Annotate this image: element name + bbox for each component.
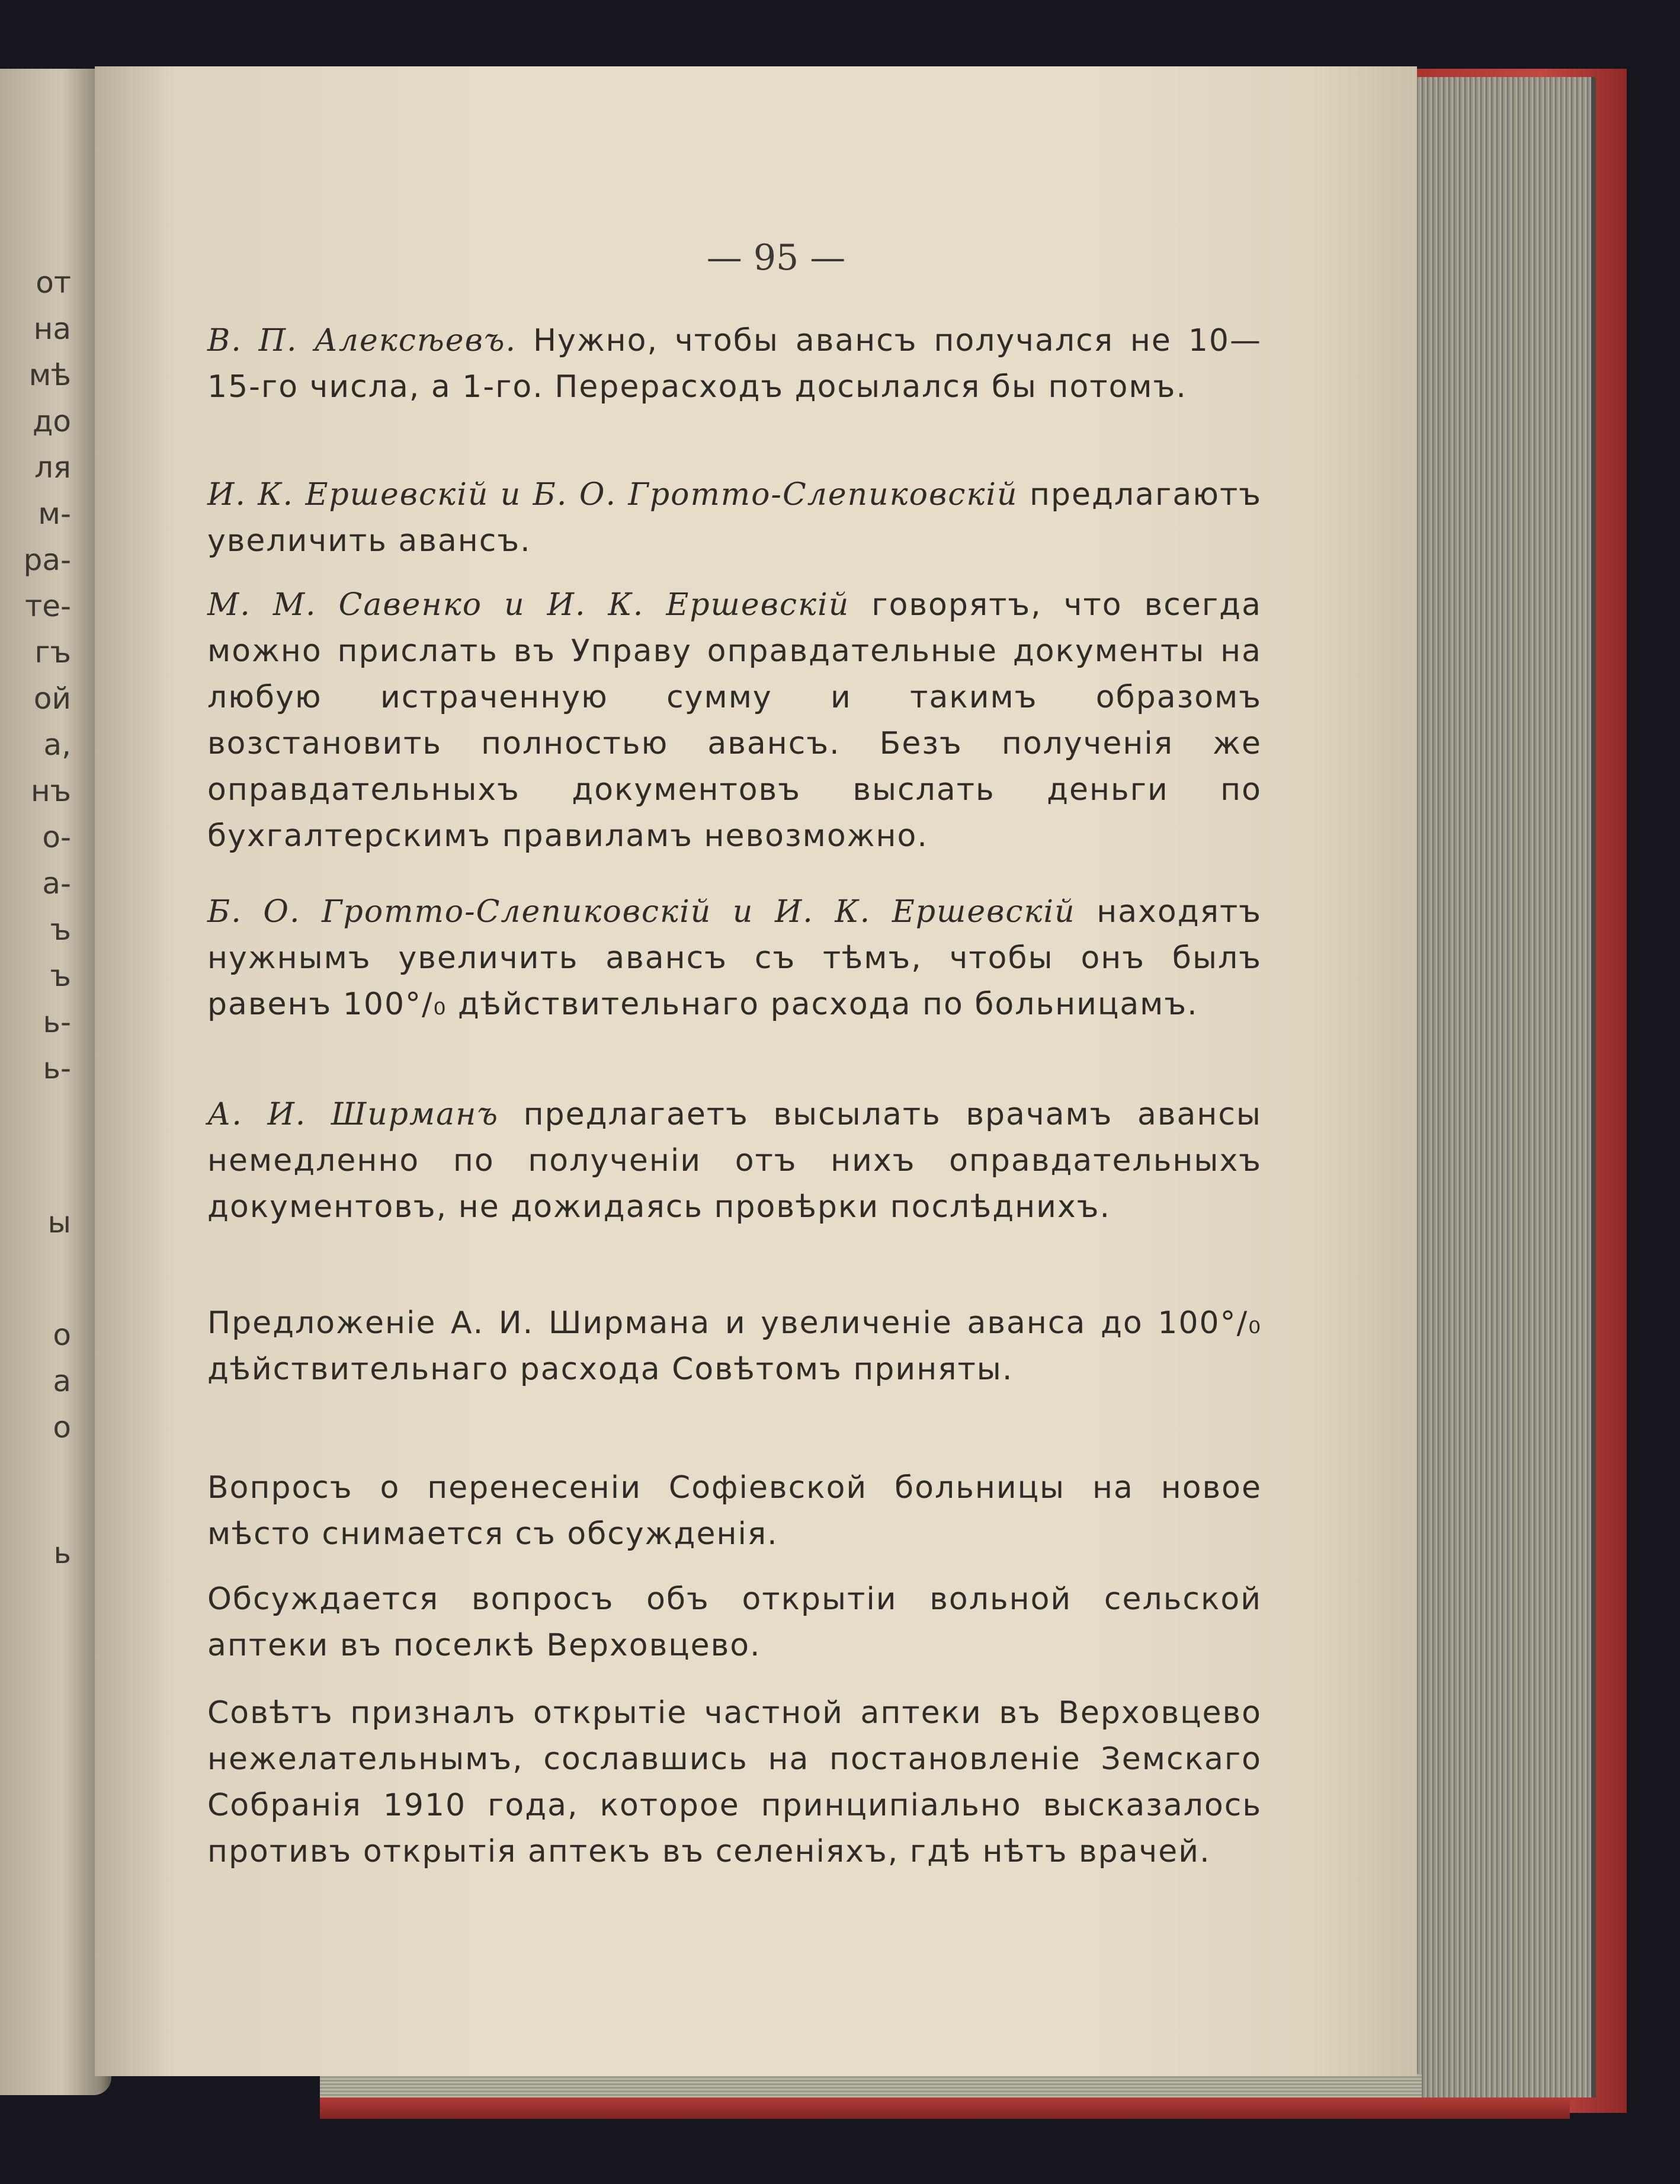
paragraph (207, 1465, 1262, 1557)
left-page-fragment: нъ (30, 774, 71, 808)
paragraph-text: предлагаютъ увеличить авансъ. (207, 477, 1262, 559)
left-page-fragment: ь (53, 1536, 71, 1570)
left-page-fragment: а, (43, 728, 71, 762)
speaker-names: Б. О. Гротто-Слепиковскій и И. К. Ершевскій (207, 894, 1076, 930)
paragraph (207, 1091, 1262, 1230)
paragraph (207, 1576, 1262, 1669)
page-stack-edge (1413, 77, 1596, 2097)
paragraph-text: говорятъ, что всегда можно прислать въ Управу оправдательные документы на любую истраченную сумму и такимъ образомъ возстановить полностью авансъ. Безъ полученія же оправдательныхъ документовъ выслать деньги по бухгалтерскимъ правиламъ невозможно. (207, 587, 1262, 854)
paragraph (207, 1690, 1262, 1875)
left-page-fragment: ра- (23, 543, 71, 577)
left-page-fragment: а (53, 1364, 71, 1398)
speaker-names: А. И. Ширманъ (207, 1097, 499, 1132)
left-page-fragment: ля (34, 450, 71, 485)
page-stack-bottom-edge (320, 2074, 1422, 2097)
speaker-names: В. П. Алексѣевъ. (207, 323, 517, 358)
paragraph-text: Предложеніе А. И. Ширмана и увеличеніе аванса до 100°/₀ дѣйствительнаго расхода Совѣтомъ приняты. (207, 1305, 1262, 1387)
left-page-fragment: гъ (34, 635, 71, 670)
paragraph-text: предлагаетъ высылать врачамъ авансы немедленно по полученіи отъ нихъ оправдательныхъ документовъ, не дожидаясь провѣрки послѣднихъ. (207, 1097, 1262, 1225)
speaker-names: М. М. Савенко и И. К. Ершевскій (207, 587, 850, 623)
left-page-fragment: ь- (43, 1051, 71, 1085)
book-page (95, 66, 1417, 2076)
paragraph (207, 472, 1262, 564)
left-page-fragment: ъ (50, 959, 71, 993)
speaker-names: И. К. Ершевскій и Б. О. Гротто-Слепиковскій (207, 477, 1018, 513)
left-page-fragment: о- (42, 820, 71, 854)
left-page-fragment: ой (33, 681, 71, 716)
left-page-fragment: от (36, 265, 71, 300)
left-page-fragment: м- (38, 497, 71, 531)
left-page-fragment: на (33, 312, 71, 346)
left-page-fragment: ы (47, 1205, 71, 1240)
left-page-fragment: ь- (43, 1005, 71, 1039)
paragraph-text: Обсуждается вопросъ объ открытіи вольной сельской аптеки въ поселкѣ Верховцево. (207, 1581, 1262, 1663)
paragraph-text: находятъ нужнымъ увеличить авансъ съ тѣмъ, чтобы онъ былъ равенъ 100°/₀ дѣйствительнаго расхода по больницамъ. (207, 894, 1262, 1022)
paragraph (207, 889, 1262, 1027)
page-number: — 95 — (706, 237, 846, 278)
left-page-fragment: а- (42, 866, 71, 901)
left-page-fragment: те- (25, 589, 71, 623)
left-page-fragment: до (32, 404, 71, 438)
left-page-fragment: о (53, 1318, 71, 1352)
paragraph-text: Нужно, чтобы авансъ получался не 10—15-го числа, а 1-го. Перерасходъ досылался бы потомъ. (207, 323, 1262, 405)
paragraph (207, 318, 1262, 410)
paragraph-text: Совѣтъ призналъ открытіе частной аптеки въ Верховцево нежелательнымъ, сославшись на постановленіе Земскаго Собранія 1910 года, которое принципіально высказалось противъ открытія аптекъ въ селеніяхъ, гдѣ нѣтъ врачей. (207, 1695, 1262, 1869)
left-page-fragment: мѣ (28, 358, 71, 392)
paragraph-text: Вопросъ о перенесеніи Софіевской больницы на новое мѣсто снимается съ обсужденія. (207, 1470, 1262, 1552)
left-page-fragment: о (53, 1410, 71, 1445)
paragraph (207, 582, 1262, 859)
paragraph (207, 1300, 1262, 1392)
book-cover-bottom-edge (320, 2097, 1570, 2119)
left-page-fragment: ъ (50, 912, 71, 947)
